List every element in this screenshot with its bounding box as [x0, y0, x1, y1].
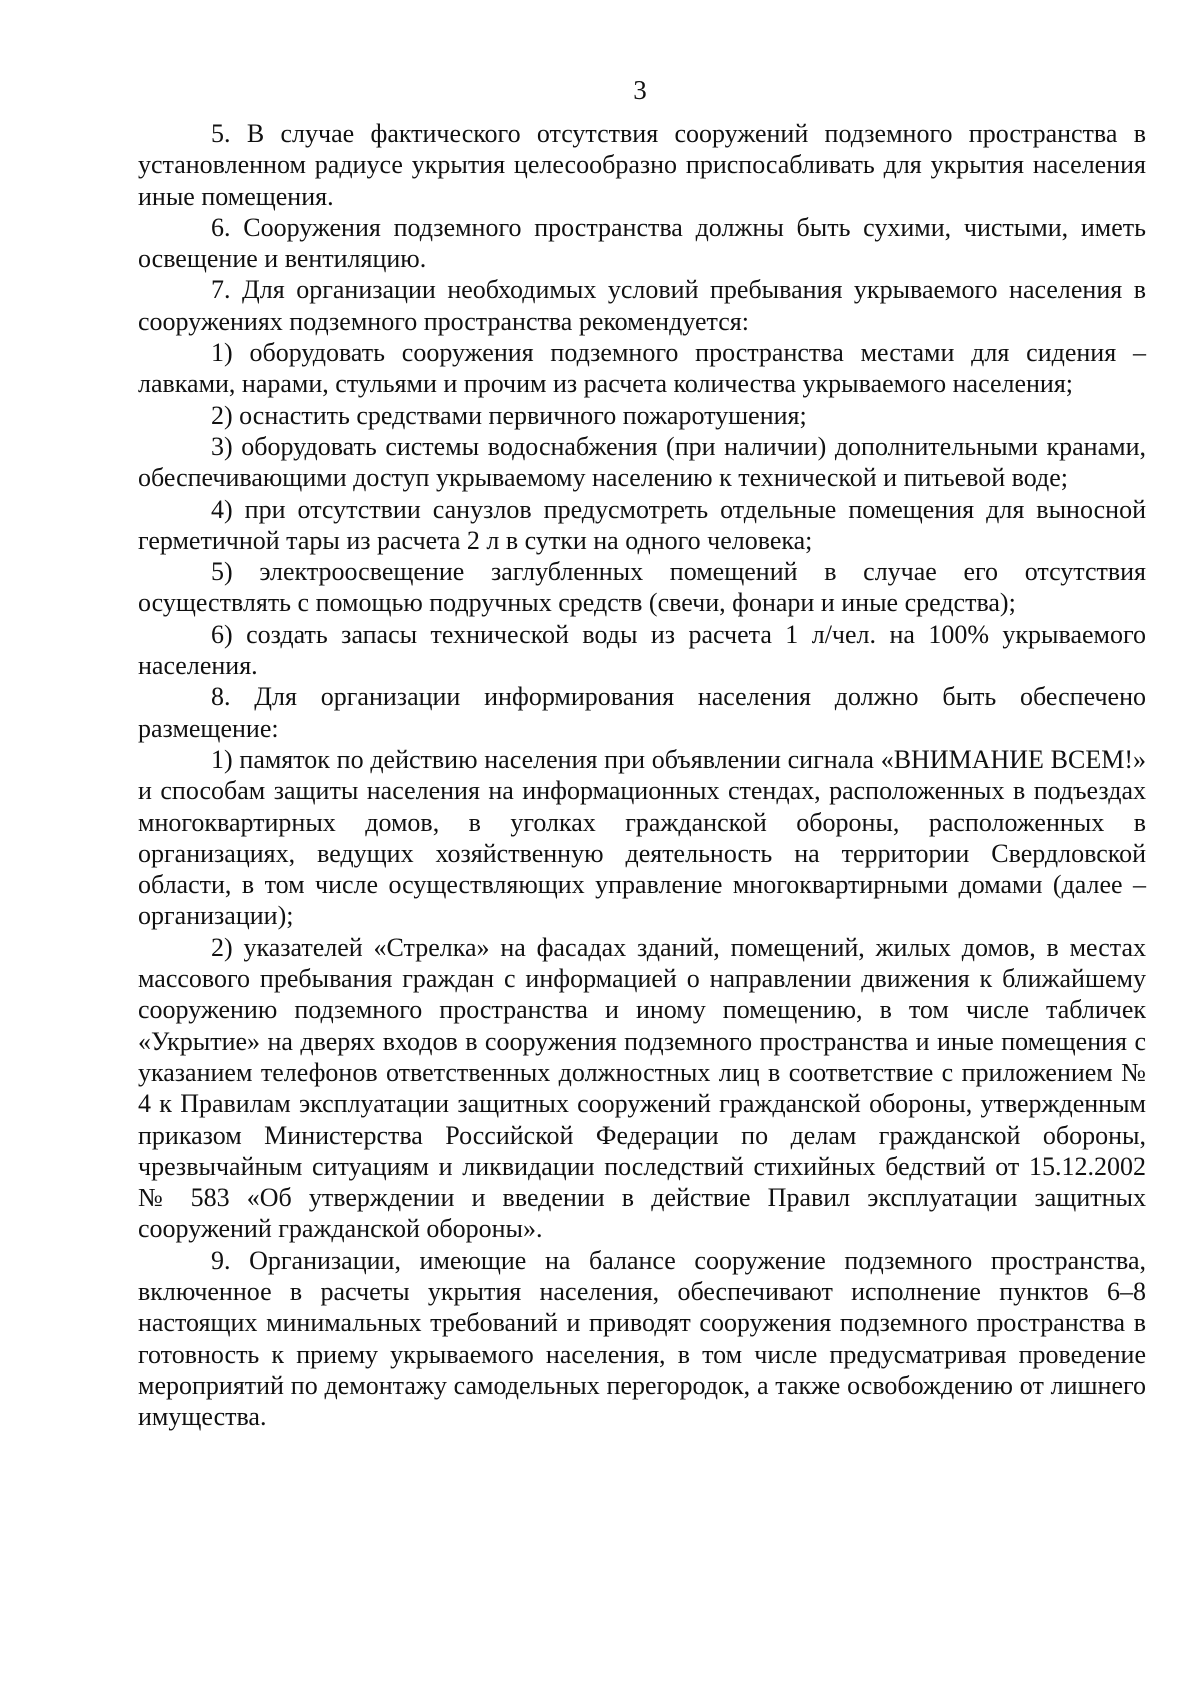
paragraph-item-7: 7. Для организации необходимых условий пребывания укрываемого населения в сооружениях подземного пространства рекомендуется: [138, 275, 1146, 336]
paragraph-subitem-7-6: 6) создать запасы технической воды из расчета 1 л/чел. на 100% укрываемого населения. [138, 619, 1146, 681]
paragraph-subitem-8-2: 2) указателей «Стрелка» на фасадах зданий, помещений, жилых домов, в местах массового пребывания граждан с информацией о направлении движения к ближайшему сооружению подземного пространства и иному помещению, в том числе табличек «Укрытие» на дверях входов в сооружения подземного пространства и иные помещения с указанием телефонов ответственных должностных лиц в соответствие с приложением № 4 к Правилам эксплуатации защитных сооружений гражданской обороны, утвержденным приказом Министерства Российской Федерации по делам гражданской обороны, чрезвычайным ситуациям и ликвидации последствий стихийных бедствий от 15.12.2002 № 583 «Об утверждении и введении в действие Правил эксплуатации защитных сооружений гражданской обороны». [138, 932, 1146, 1244]
paragraph-subitem-8-1: 1) памяток по действию населения при объявлении сигнала «ВНИМАНИЕ ВСЕМ!» и способам защиты населения на информационных стендах, расположенных в подъездах многоквартирных домов, в уголках гражданской обороны, расположенных в организациях, ведущих хозяйственную деятельность на территории Свердловской области, в том числе осуществляющих управление многоквартирными домами (далее – организации); [138, 744, 1146, 931]
paragraph-subitem-7-5: 5) электроосвещение заглубленных помещений в случае его отсутствия осуществлять с помощью подручных средств (свечи, фонари и иные средства); [138, 557, 1146, 618]
paragraph-subitem-7-4: 4) при отсутствии санузлов предусмотреть отдельные помещения для выносной герметичной тары из расчета 2 л в сутки на одного человека; [138, 494, 1146, 555]
paragraph-item-8: 8. Для организации информирования населения должно быть обеспечено размещение: [138, 682, 1146, 743]
paragraph-subitem-7-3: 3) оборудовать системы водоснабжения (при наличии) дополнительными кранами, обеспечивающими доступ укрываемому населению к технической и питьевой воде; [138, 431, 1146, 493]
document-body [138, 118, 1146, 1432]
paragraph-item-5: 5. В случае фактического отсутствия сооружений подземного пространства в установленном радиусе укрытия целесообразно приспосабливать для укрытия населения иные помещения. [138, 119, 1146, 211]
paragraph-item-6: 6. Сооружения подземного пространства должны быть сухими, чистыми, иметь освещение и вентиляцию. [138, 212, 1146, 274]
paragraph-subitem-7-2: 2) оснастить средствами первичного пожаротушения; [211, 400, 807, 430]
paragraph-item-9: 9. Организации, имеющие на балансе сооружение подземного пространства, включенное в расчеты укрытия населения, обеспечивают исполнение пунктов 6–8 настоящих минимальных требований и приводят сооружения подземного пространства в готовность к приему укрываемого населения, в том числе предусматривая проведение мероприятий по демонтажу самодельных перегородок, а также освобождению от лишнего имущества. [138, 1245, 1146, 1432]
paragraph-subitem-7-1: 1) оборудовать сооружения подземного пространства местами для сидения – лавками, нарами, стульями и прочим из расчета количества укрываемого населения; [138, 338, 1146, 399]
page-number: 3 [633, 75, 647, 105]
